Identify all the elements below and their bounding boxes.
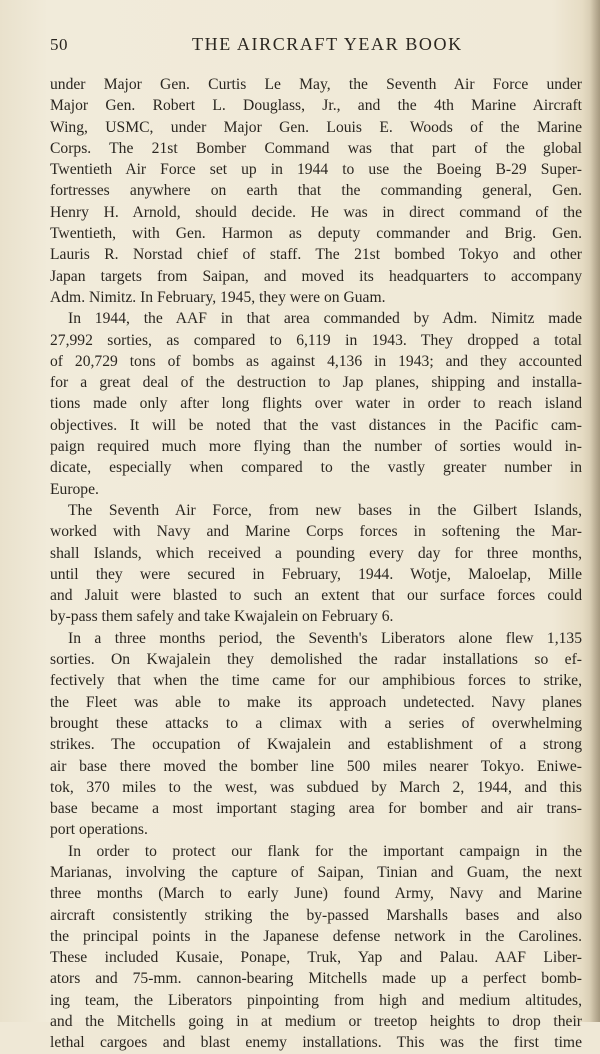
text-line: Henry H. Arnold, should decide. He was in direct command of the <box>50 203 582 221</box>
body-text <box>50 74 582 1054</box>
text-line: objectives. It will be noted that the vast distances in the Pacific cam- <box>50 416 582 434</box>
text-line: tions made only after long flights over water in order to reach island <box>50 395 582 413</box>
text-line: Adm. Nimitz. In February, 1945, they were on Guam. <box>50 288 386 306</box>
text-line: Twentieth Air Force set up in 1944 to use the Boeing B-29 Super- <box>50 161 582 179</box>
text-line: until they were secured in February, 1944. Wotje, Maloelap, Mille <box>50 565 582 583</box>
text-line: strikes. The occupation of Kwajalein and establishment of a strong <box>50 736 582 754</box>
text-line: Europe. <box>50 480 99 498</box>
text-line: the principal points in the Japanese defense network in the Carolines. <box>50 927 582 945</box>
text-line: worked with Navy and Marine Corps forces in softening the Mar- <box>50 523 582 541</box>
text-line: 27,992 sorties, as compared to 6,119 in 1943. They dropped a total <box>50 331 582 349</box>
text-line: These included Kusaie, Ponape, Truk, Yap and Palau. AAF Liber- <box>50 949 582 967</box>
text-line: paign required much more flying than the number of sorties would in- <box>50 438 582 456</box>
text-line: Marianas, involving the capture of Saipan, Tinian and Guam, the next <box>50 863 582 881</box>
text-line: lethal cargoes and blast enemy installations. This was the first time <box>50 1034 582 1052</box>
running-head: THE AIRCRAFT YEAR BOOK <box>192 34 463 54</box>
text-line: fortresses anywhere on earth that the commanding general, Gen. <box>50 182 582 200</box>
text-line: brought these attacks to a climax with a series of overwhelming <box>50 714 582 732</box>
text-line: and the Mitchells going in at medium or treetop heights to drop their <box>50 1013 582 1031</box>
text-line: Japan targets from Saipan, and moved its headquarters to accompany <box>50 267 582 285</box>
text-line: tok, 370 miles to the west, was subdued by March 2, 1944, and this <box>50 778 582 796</box>
text-line: ators and 75-mm. cannon-bearing Mitchells made up a perfect bomb- <box>50 970 582 988</box>
page-edge-shadow <box>590 0 600 1022</box>
text-line: three months (March to early June) found Army, Navy and Marine <box>50 885 582 903</box>
page-number: 50 <box>50 35 68 54</box>
text-line: and Jaluit were blasted to such an extent that our surface forces could <box>50 587 582 605</box>
text-line: In a three months period, the Seventh's Liberators alone flew 1,135 <box>68 629 582 647</box>
page-header <box>50 34 590 58</box>
text-line: Major Gen. Robert L. Douglass, Jr., and the 4th Marine Aircraft <box>50 97 582 115</box>
text-line: of 20,729 tons of bombs as against 4,136 in 1943; and they accounted <box>50 352 582 370</box>
text-line: Lauris R. Norstad chief of staff. The 21st bombed Tokyo and other <box>50 246 582 264</box>
text-line: air base there moved the bomber line 500 miles nearer Tokyo. Eniwe- <box>50 757 582 775</box>
text-line: In order to protect our flank for the important campaign in the <box>68 842 582 860</box>
text-line: The Seventh Air Force, from new bases in the Gilbert Islands, <box>68 501 582 519</box>
text-line: under Major Gen. Curtis Le May, the Seventh Air Force under <box>50 76 582 93</box>
text-line: the Fleet was able to make its approach undetected. Navy planes <box>50 693 582 711</box>
text-line: shall Islands, which received a pounding every day for three months, <box>50 544 582 562</box>
text-line: In 1944, the AAF in that area commanded by Adm. Nimitz made <box>68 310 582 328</box>
text-line: sorties. On Kwajalein they demolished the radar installations so ef- <box>50 651 582 669</box>
text-line: dicate, especially when compared to the vastly greater number in <box>50 459 582 477</box>
text-line: Twentieth, with Gen. Harmon as deputy commander and Brig. Gen. <box>50 225 582 243</box>
text-line: ing team, the Liberators pinpointing from high and medium altitudes, <box>50 991 582 1009</box>
text-line: for a great deal of the destruction to Jap planes, shipping and installa- <box>50 374 582 392</box>
text-line: port operations. <box>50 821 148 839</box>
text-line: fectively that when the time came for our amphibious forces to strike, <box>50 672 582 690</box>
text-line: Wing, USMC, under Major Gen. Louis E. Woods of the Marine <box>50 118 582 136</box>
text-line: Corps. The 21st Bomber Command was that part of the global <box>50 139 582 157</box>
text-line: base became a most important staging area for bomber and air trans- <box>50 800 582 818</box>
text-line: aircraft consistently striking the by-passed Marshalls bases and also <box>50 906 582 924</box>
text-line: by-pass them safely and take Kwajalein on February 6. <box>50 608 394 626</box>
